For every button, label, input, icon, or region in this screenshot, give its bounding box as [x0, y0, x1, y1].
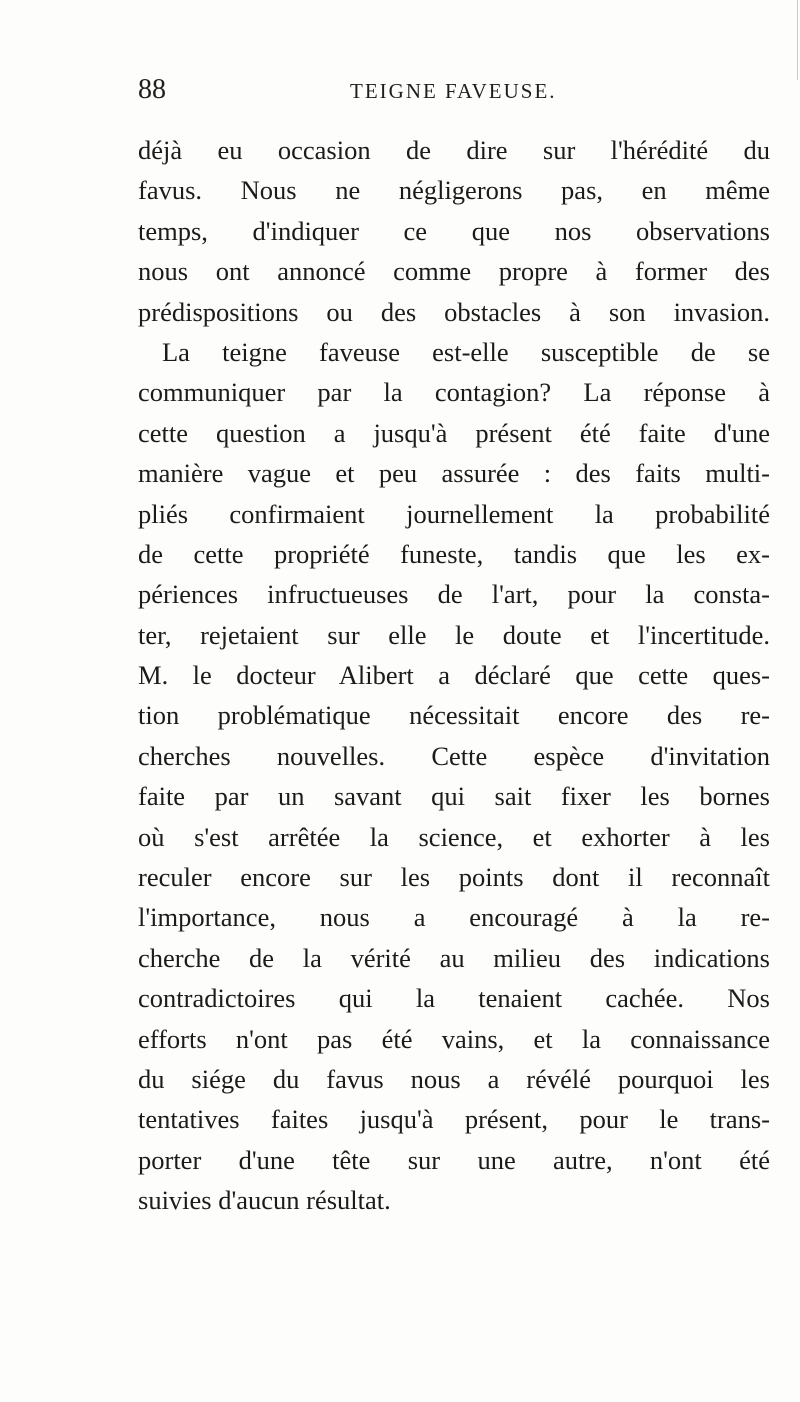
text-line: ter, rejetaient sur elle le doute et l'incertitude. — [138, 619, 770, 650]
text-line: tentatives faites jusqu'à présent, pour le trans- — [138, 1104, 770, 1135]
text-line: pliés confirmaient journellement la probabilité — [138, 498, 770, 529]
text-line: faite par un savant qui sait fixer les bornes — [138, 781, 770, 812]
text-line: porter d'une tête sur une autre, n'ont été — [138, 1144, 770, 1175]
text-line: communiquer par la contagion? La réponse à — [138, 377, 770, 408]
text-line: de cette propriété funeste, tandis que les ex- — [138, 538, 770, 569]
text-line: nous ont annoncé comme propre à former des — [138, 256, 770, 287]
text-line: tion problématique nécessitait encore des re- — [138, 700, 770, 731]
page-number: 88 — [138, 74, 166, 105]
text-line: cherche de la vérité au milieu des indications — [138, 942, 770, 973]
text-line: manière vague et peu assurée : des faits multi- — [138, 458, 770, 489]
running-title: TEIGNE FAVEUSE. — [350, 79, 557, 103]
text-line: cherches nouvelles. Cette espèce d'invitation — [138, 740, 770, 771]
text-line: du siége du favus nous a révélé pourquoi les — [138, 1063, 770, 1094]
text-line: M. le docteur Alibert a déclaré que cette ques- — [138, 660, 770, 691]
text-line: l'importance, nous a encouragé à la re- — [138, 902, 770, 933]
text-line: reculer encore sur les points dont il reconnaît — [138, 862, 770, 893]
text-line: La teigne faveuse est-elle susceptible de se — [162, 336, 770, 367]
text-line: déjà eu occasion de dire sur l'hérédité du — [138, 135, 770, 165]
body-text — [138, 130, 770, 1221]
text-line: temps, d'indiquer ce que nos observations — [138, 215, 770, 246]
text-line: contradictoires qui la tenaient cachée. Nos — [138, 983, 770, 1014]
text-line: cette question a jusqu'à présent été faite d'une — [138, 417, 770, 448]
text-line: périences infructueuses de l'art, pour la consta- — [138, 579, 770, 610]
page-edge-line — [797, 0, 798, 80]
running-head — [138, 72, 658, 108]
text-line: favus. Nous ne négligerons pas, en même — [138, 175, 770, 206]
text-line: efforts n'ont pas été vains, et la connaissance — [138, 1023, 770, 1054]
text-line: suivies d'aucun résultat. — [138, 1185, 391, 1216]
text-line: prédispositions ou des obstacles à son invasion. — [138, 296, 770, 327]
text-line: où s'est arrêtée la science, et exhorter à les — [138, 821, 770, 852]
